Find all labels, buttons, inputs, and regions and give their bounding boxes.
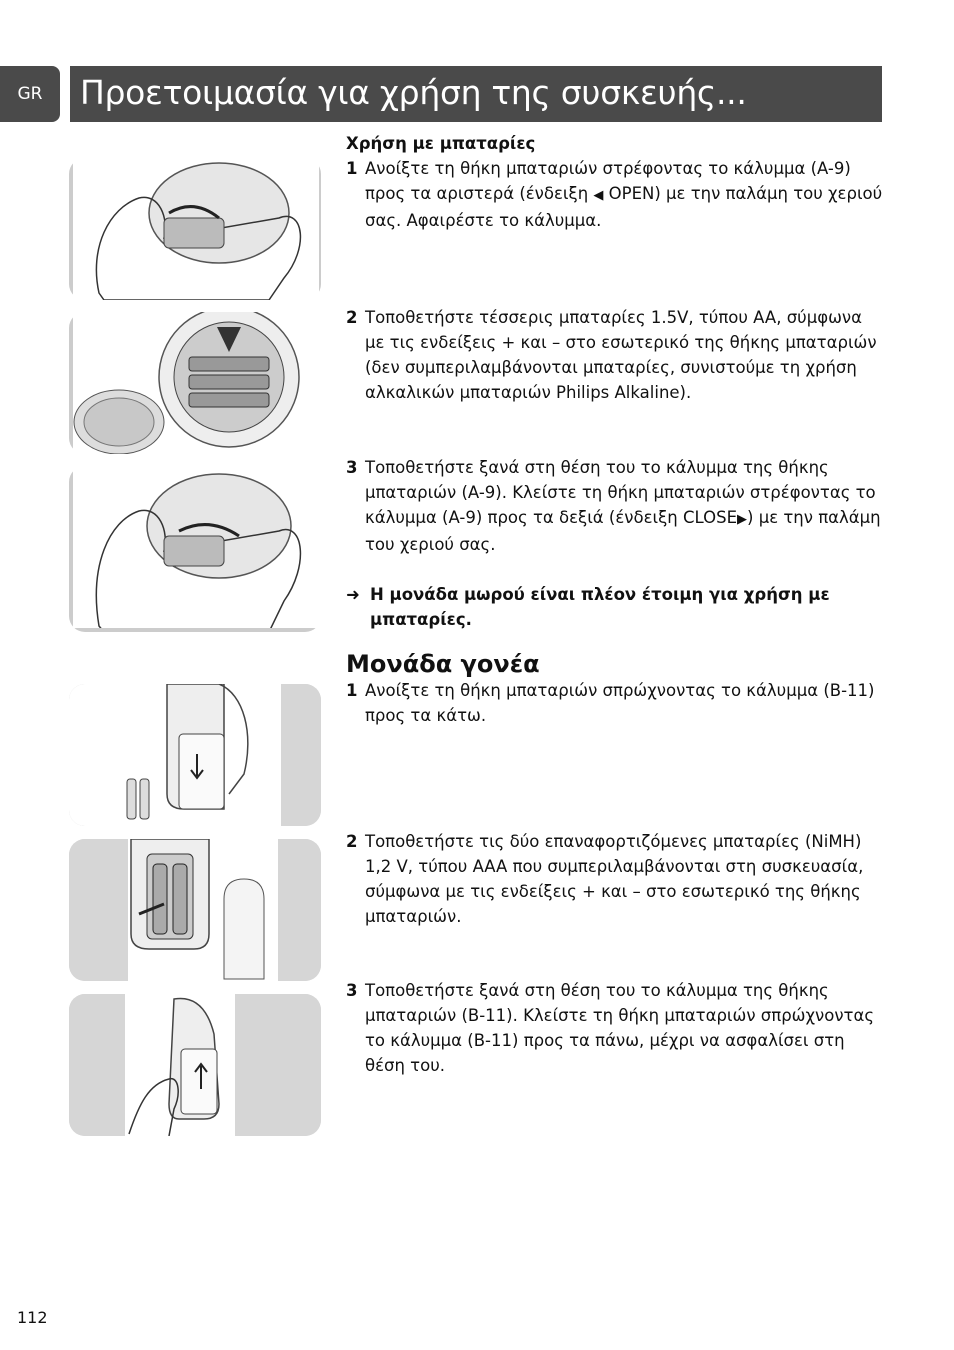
step-3-block: [346, 455, 886, 632]
step-3: [346, 455, 886, 557]
parent-unit-battery-insert-illustration: [69, 839, 321, 981]
parent-step-3: [346, 978, 886, 1078]
close-symbol: ▶: [737, 512, 748, 527]
parent-unit-opening-illustration: [69, 684, 321, 826]
step-text: OPEN) με την παλάμη του χεριού σας. Αφαιρέστε το κάλυμμα.: [365, 184, 883, 230]
result-arrow-icon: ➜: [346, 585, 360, 604]
hand-closing-baby-unit-illustration: [69, 466, 321, 632]
step-text: Ανοίξτε τη θήκη μπαταριών σπρώχνοντας το κάλυμμα (B-11) προς τα κάτω.: [365, 681, 875, 725]
step-text: Τοποθετήστε ξανά στη θέση του το κάλυμμα της θήκης μπαταριών (B-11). Κλείστε τη θήκη μπαταριών σπρώχνοντας το κάλυμμα (B-11) προς τα πάνω, μέχρι να ασφαλίσει στη θέση του.: [365, 981, 875, 1075]
section-heading: Μονάδα γονέα: [346, 650, 540, 678]
step-number: 3: [346, 458, 358, 477]
parent-step-2: [346, 829, 886, 929]
step-2-block: [346, 305, 886, 405]
section-subheading: Χρήση με μπαταρίες: [346, 134, 536, 153]
step-2: [346, 305, 886, 405]
parent-step-1: [346, 678, 886, 728]
result-note: [346, 582, 886, 632]
step-text: ) με την παλάμη του χεριού σας.: [365, 508, 881, 554]
battery-section: [346, 131, 886, 233]
step-1: [346, 156, 886, 233]
step-number: 1: [346, 159, 358, 178]
step-number: 3: [346, 981, 358, 1000]
parent-step-3-block: [346, 978, 886, 1078]
step-text: Τοποθετήστε τις δύο επαναφορτιζόμενες μπαταρίες (NiMH) 1,2 V, τύπου AAA που συμπεριλαμβάνονται στη συσκευασία, σύμφωνα με τις ενδείξεις + και – στο εσωτερικό της θήκης μπαταριών.: [365, 832, 864, 926]
page-title: Προετοιμασία για χρήση της συσκευής...: [80, 73, 747, 112]
open-symbol: ◀: [593, 188, 604, 203]
parent-unit-section: [346, 650, 886, 728]
title-bar: [70, 66, 882, 122]
step-number: 1: [346, 681, 358, 700]
parent-unit-closing-illustration: [69, 994, 321, 1136]
step-text: Τοποθετήστε τέσσερις μπαταρίες 1.5V, τύπου AA, σύμφωνα με τις ενδείξεις + και – στο εσωτερικό της θήκης μπαταριών (δεν συμπεριλαμβάνονται μπαταρίες, συνιστούμε τη χρήση αλκαλικών μπαταριών Philips Alkaline).: [365, 308, 877, 402]
language-code: GR: [17, 84, 43, 104]
result-text: Η μονάδα μωρού είναι πλέον έτοιμη για χρήση με μπαταρίες.: [370, 585, 830, 629]
step-number: 2: [346, 308, 358, 327]
step-number: 2: [346, 832, 358, 851]
language-tab: [0, 66, 60, 122]
step-text: Τοποθετήστε ξανά στη θέση του το κάλυμμα της θήκης μπαταριών (A-9). Κλείστε τη θήκη μπαταριών στρέφοντας το κάλυμμα (A-9) προς τα δεξιά (ένδειξη CLOSE: [365, 458, 876, 527]
baby-unit-battery-compartment-illustration: [69, 312, 321, 454]
parent-step-2-block: [346, 829, 886, 929]
hand-opening-baby-unit-illustration: [69, 158, 321, 300]
step-text: Ανοίξτε τη θήκη μπαταριών στρέφοντας το κάλυμμα (A-9) προς τα αριστερά (ένδειξη: [365, 159, 851, 203]
page-number: 112: [17, 1308, 48, 1327]
